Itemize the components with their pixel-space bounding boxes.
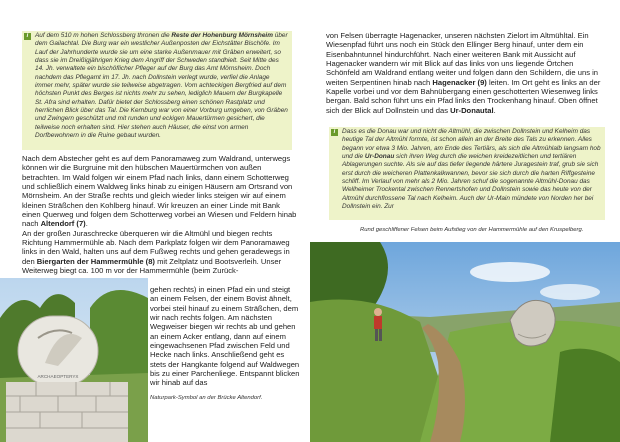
text-part: Nach dem Abstecher geht es auf dem Panoramaweg zum Waldrand, unterwegs können wir die Burgruine mit den hübschen Mauertürmchen von außen betrachten. Im Wald folgen wir einem Pfad nach links, dann einem Schotterweg und schließlich einem Waldweg links hinab zu einigen Häusern am Ortsrand von Mörnsheim. An der Straße rechts und gleich wieder links steigen wir auf einem kleinen Sträßchen den Kohlberg hinauf. Wir kreuzen an einer Linde mit Bank einen Querweg und folgen dem Schotterweg vorbei an Wiesen und Feldern hinab nach [22,154,297,229]
main-text-right [326,31,608,115]
waypoint-hagenacker: Hagenacker (9) [432,77,487,87]
info-highlight-ur-donau: Ur-Donau [364,153,395,161]
highlight-ur-donautal: Ur-Donautal [450,105,494,115]
text-part: . [85,219,88,229]
text-part: leiten. Im Ort geht es links an der Kapelle vorbei und vor dem Bahnübergang einen geschotterten Wiesenweg links bergan. Bald schon führt uns ein Pfad links den Trockenhang hinauf. Oben öffnet sich der Blick auf Dollnstein und das [326,77,601,115]
info-text-part: über dem Gailachtal. Die Burg war ein westlicher Außenposten der Eichstätter Bischöfe. Im Lauf der Jahrhunderte wurde sie um eine starke Außenmauer mit Gräben erweitert, so dass sie im Dreißigjährigen Krieg dem Angriff der Schweden standhielt. Seit Mitte des 14. Jh. verwaltete ein bischöflicher Pfleger auf der Burg das Amt Mörnsheim. Doch nachdem das Pflegamt im 17. Jh. nach Dollnstein verlegt wurde, verfiel die Anlage immer mehr, später wurde sie teilweise abgetragen. Vom achteckigen Bergfried auf dem höchsten Punkt des Berges ist nichts mehr zu sehen, lediglich Mauern der Burgkapelle St. Afra sind erhalten. Dafür bietet der Schlossberg einen schönen Rastplatz und herrlichen Blick über das Tal. Die Kernburg war von einer Vorburg umgeben, von Gräben und Zwingern geschützt und mit runden und eckigen Mauertürmen gesichert, die teilweise noch erhalten sind. Hier stehen auch Häuser, die einst von armen Dorfbewohnern in die Ruine gebaut wurden. [35,32,288,140]
text-part: mit Zeltplatz und Bootsverleih. Unser Weiterweg biegt ca. 100 m vor der Hammermühle (beim Zurück- [22,256,282,276]
text-part: . [493,105,496,115]
info-icon: i [24,33,31,40]
photo-caption-right: Rund geschliffener Felsen beim Aufstieg von der Hammermühle auf den Kruspelberg. [360,227,584,233]
main-text-left [22,154,298,275]
narrow-paragraph: gehen rechts) in einen Pfad ein und steigt an einem Felsen, der einem Bovist ähnelt, vorbei steil hinauf zu einem Sträßchen, dem wir nach rechts folgen. Am nächsten Wegweiser biegen wir rechts ab und gehen an einem Acker entlang, dann auf einem eingewachsenen Pfad zwischen Feld und Hecke nach links. Anschließend geht es stets der Hangkante folgend auf Waldwegen bis zu einer Parchenliege. Entspannt blicken wir hinab auf das [150,285,300,388]
right-page [310,0,620,442]
info-box-hohenburg [22,31,292,150]
photo-caption-left: Naturpark-Symbol an der Brücke Altendorf. [150,395,263,401]
waypoint-altendorf: Altendorf (7) [40,219,86,229]
info-highlight-hohenburg: Reste der Hohenburg Mörnsheim [171,32,273,39]
sign-lettering: ARCHAEOPTERYX [37,374,79,379]
photo-rock-trail [310,242,620,442]
info-text-part: sich ihren Weg durch die weichen kreidezeitlichen und tertiären Ablagerungen suchte. Als sie auf das tiefer liegende härtere Juragestein traf, grub sie sich erst durch die weicheren Plattenkalkwannen, bevor sie sich durch die harten Riffgesteine schliff. Im Verlauf von mehr als 2 Mio. Jahren schuf die sogenannte Altmühl-Donau das Wellheimer Trockental zwischen Rennertshofen und Dollnstein sowie das heute von der Altmühl durchflossene Tal nach Kelheim. Auch der Ur-Main mündete von Norden her bei Dollnstein ein. Zur [342,153,599,211]
info-text-part: Dass es die Donau war und nicht die Altmühl, die zwischen Dollnstein und Kelheim das heutige Tal der Altmühl formte, ist schon allein an der Breite des Tals zu erkennen. Alles begann vor etwa 3 Mio. Jahren, am Ende des Tertiärs, als sich die Altmühlalb langsam hob und die [342,128,601,161]
waypoint-hammermuehle: Biergarten der Hammermühle (8) [36,256,155,266]
info-box-text [35,31,289,140]
text-part: von Felsen überragte Hagenacker, unseren nächsten Zielort im Altmühltal. Ein Wiesenpfad führt uns noch ein Stück den Ellinger Berg hinauf, unter dem ein Eisenbahntunnel hindurchführt. Nach einer weiteren Bank mit Aussicht auf Hagenacker wandern wir mit Blick auf das links von uns liegende Örtchen Schönfeld am Waldrand entlang weiter und folgen dann den Schildern, die uns in weiten Serpentinen hinab nach [326,31,599,87]
info-box-text [342,127,602,211]
main-text-narrow [150,285,300,388]
info-icon: i [331,129,338,136]
info-box-ur-donau [329,127,605,220]
info-text-part: Auf dem 510 m hohen Schlossberg thronen die [35,32,172,39]
text-part: An der großen Juraschrecke überqueren wir die Altmühl und biegen rechts Richtung Hammermühle ab. Nach dem Parkplatz folgen wir dem Panoramaweg links in den Wald, halten uns auf dem Fußweg rechts und gehen geradewegs in den [22,228,290,266]
photo-naturpark-sign [0,278,148,442]
